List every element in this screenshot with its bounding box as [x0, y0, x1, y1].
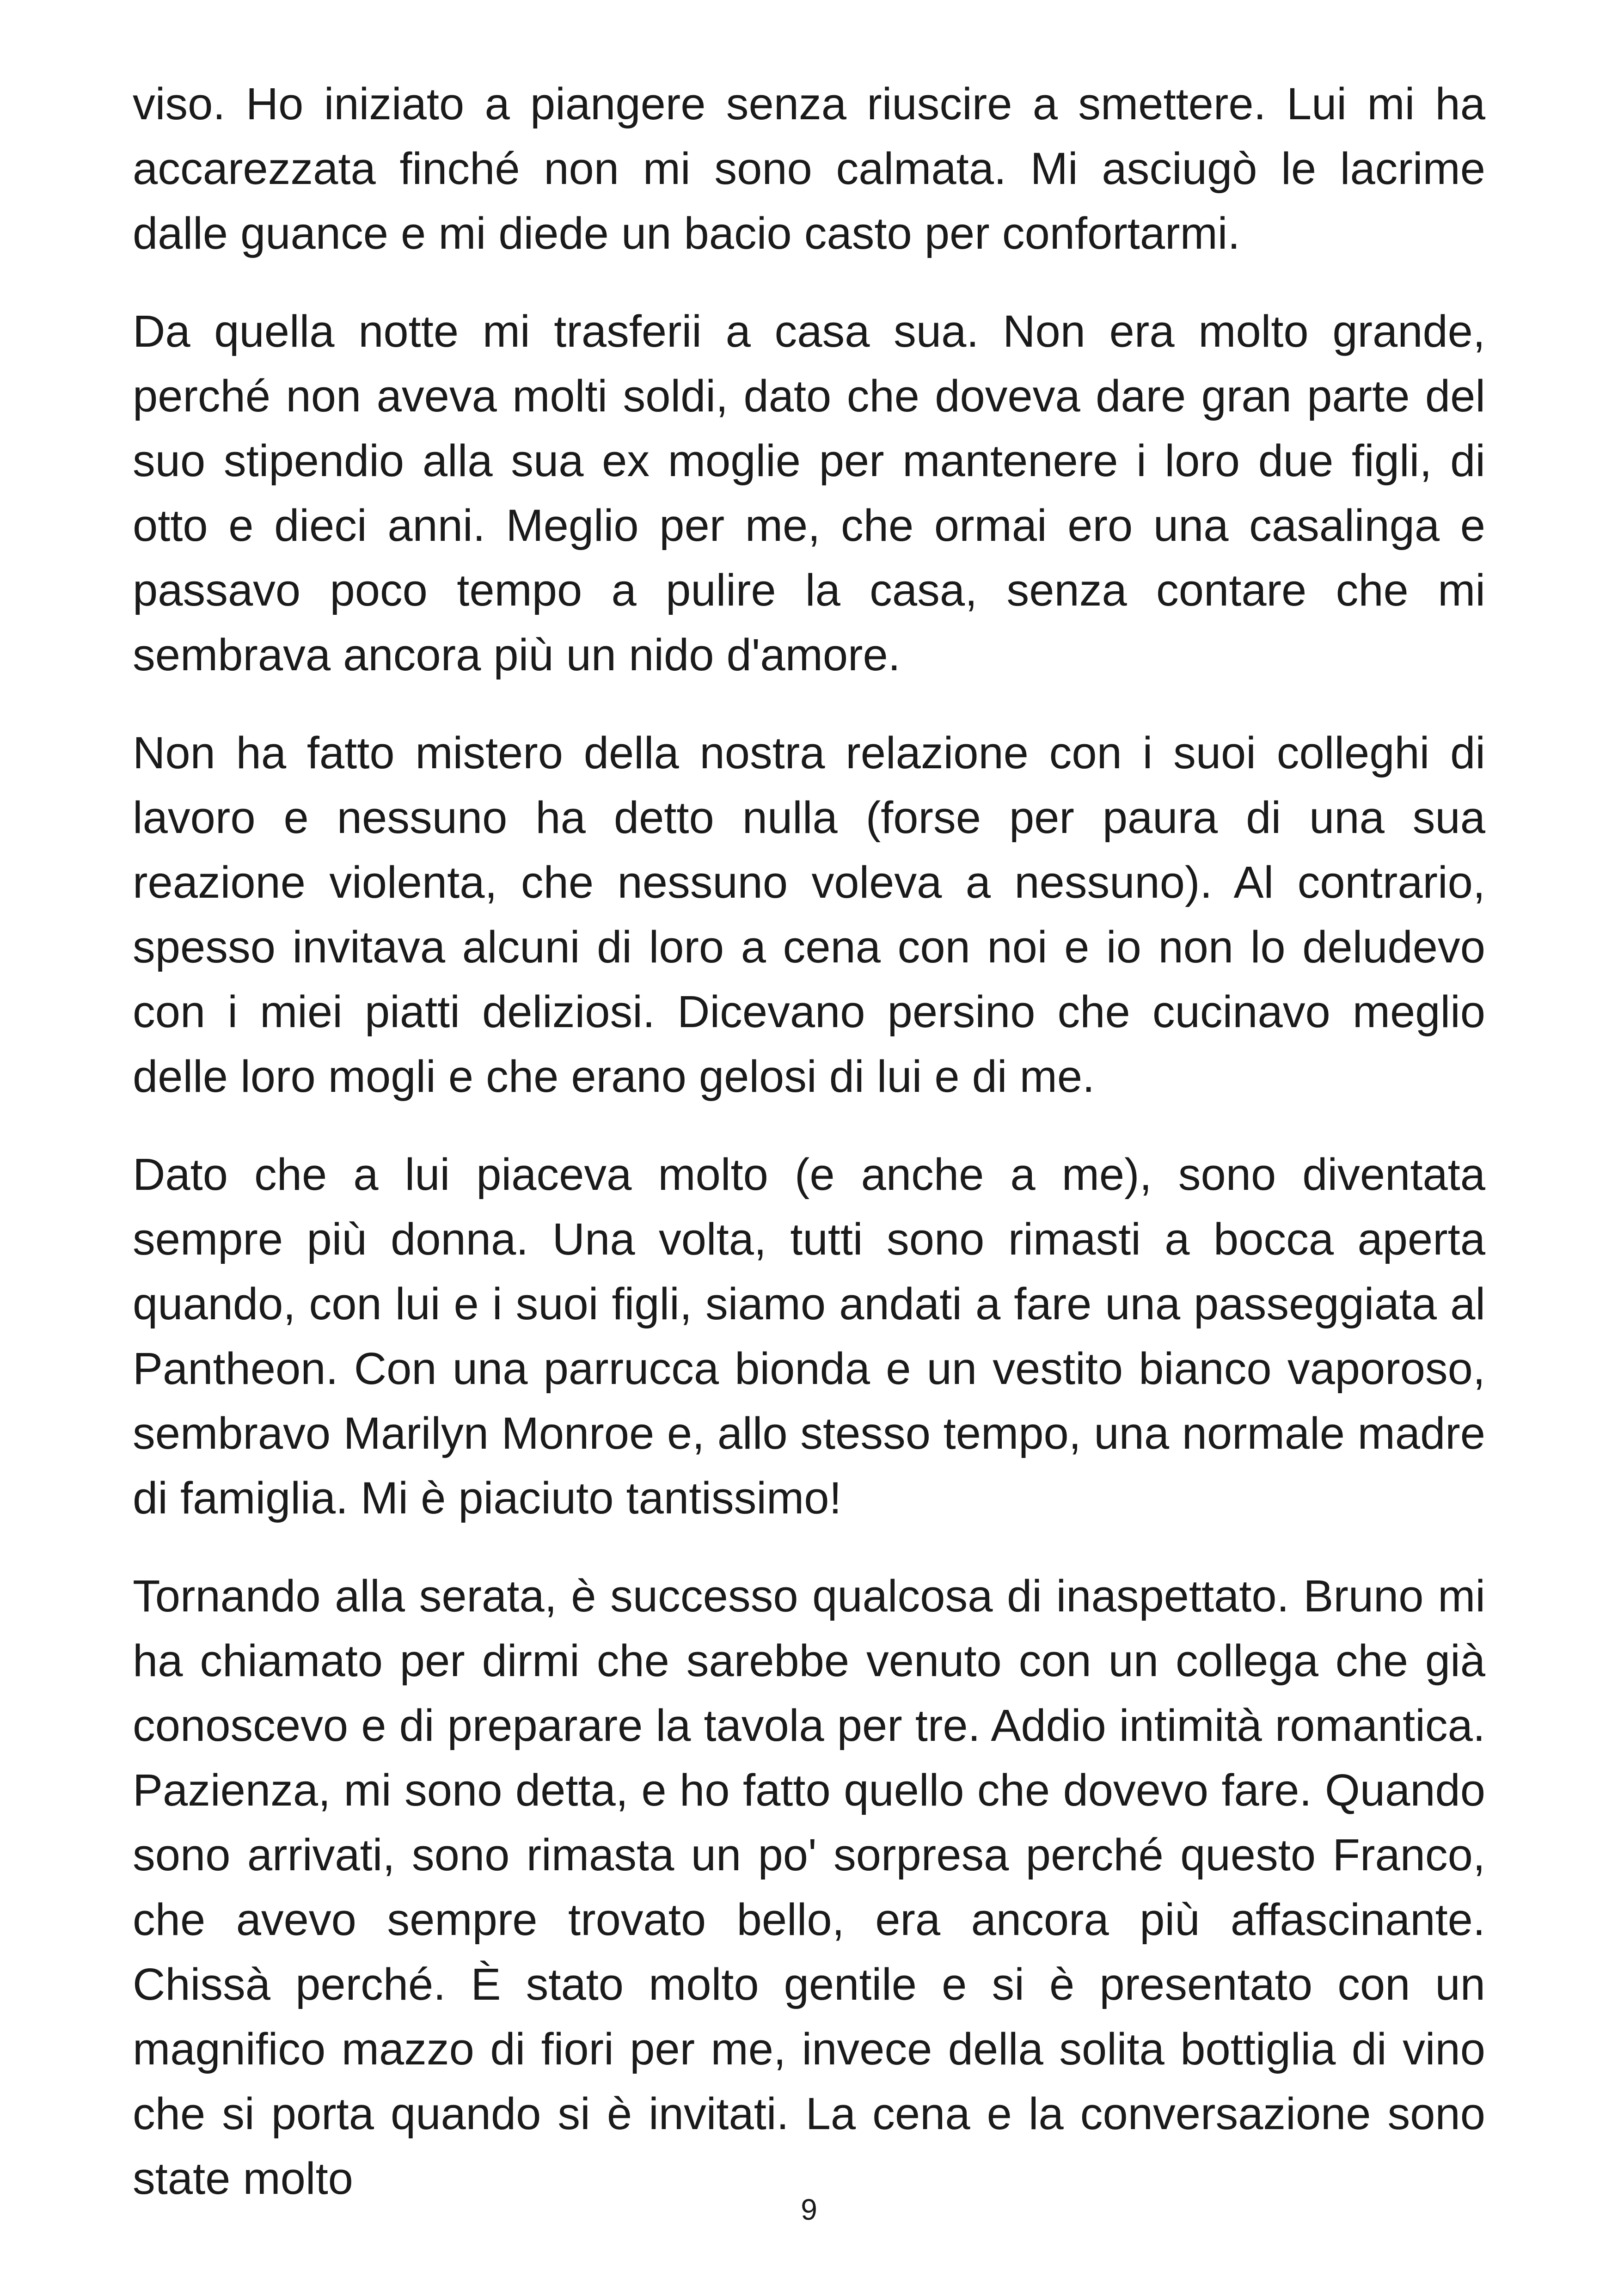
paragraph-5: Tornando alla serata, è successo qualcosa di inaspettato. Bruno mi ha chiamato per dirmi che sarebbe venuto con un collega che già conoscevo e di preparare la tavola per tre. Addio intimità romantica. Pazienza, mi sono detta, e ho fatto quello che dovevo fare. Quando sono arrivati, sono rimasta un po' sorpresa perché questo Franco, che avevo sempre trovato bello, era ancora più affascinante. Chissà perché. È stato molto gentile e si è presentato con un magnifico mazzo di fiori per me, invece della solita bottiglia di vino che si porta quando si è invitati. La cena e la conversazione sono state molto: [133, 1571, 1485, 2204]
page-body: [133, 72, 1485, 2244]
paragraph-1: viso. Ho iniziato a piangere senza riuscire a smettere. Lui mi ha accarezzata finché non mi sono calmata. Mi asciugò le lacrime dalle guance e mi diede un bacio casto per confortarmi.: [133, 79, 1485, 258]
paragraph-3: Non ha fatto mistero della nostra relazione con i suoi colleghi di lavoro e nessuno ha detto nulla (forse per paura di una sua reazione violenta, che nessuno voleva a nessuno). Al contrario, spesso invitava alcuni di loro a cena con noi e io non lo deludevo con i miei piatti deliziosi. Dicevano persino che cucinavo meglio delle loro mogli e che erano gelosi di lui e di me.: [133, 728, 1485, 1102]
paragraph-4: Dato che a lui piaceva molto (e anche a me), sono diventata sempre più donna. Una volta, tutti sono rimasti a bocca aperta quando, con lui e i suoi figli, siamo andati a fare una passeggiata al Pantheon. Con una parrucca bionda e un vestito bianco vaporoso, sembravo Marilyn Monroe e, allo stesso tempo, una normale madre di famiglia. Mi è piaciuto tantissimo!: [133, 1149, 1485, 1523]
page-number: 9: [801, 2193, 817, 2226]
paragraph-2: Da quella notte mi trasferii a casa sua. Non era molto grande, perché non aveva molti soldi, dato che doveva dare gran parte del suo stipendio alla sua ex moglie per mantenere i loro due figli, di otto e dieci anni. Meglio per me, che ormai ero una casalinga e passavo poco tempo a pulire la casa, senza contare che mi sembrava ancora più un nido d'amore.: [133, 306, 1485, 680]
